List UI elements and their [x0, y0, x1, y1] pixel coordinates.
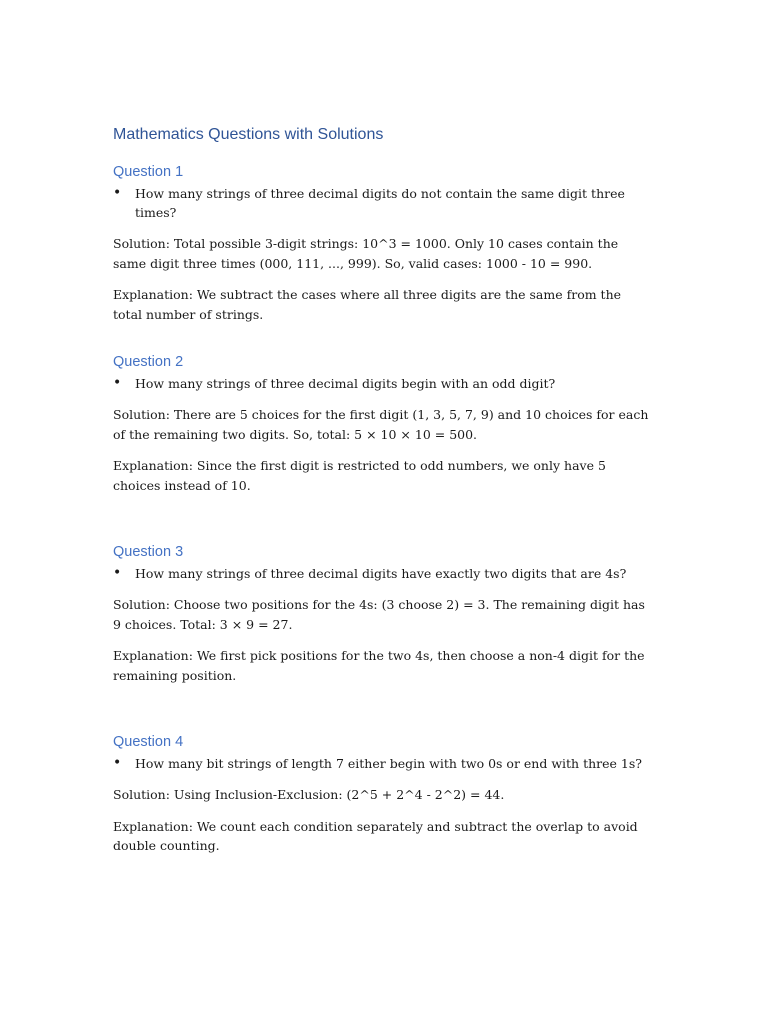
- bullet-icon: •: [113, 755, 122, 771]
- bullet-icon: •: [113, 375, 122, 391]
- solution-text: Solution: Choose two positions for the 4s: (3 choose 2) = 3. The remaining digit has 9 choices. Total: 3 × 9 = 27.: [113, 597, 645, 632]
- question-bullet: [113, 754, 653, 773]
- explanation-text: Explanation: We first pick positions for the two 4s, then choose a non-4 digit for the remaining position.: [113, 648, 645, 683]
- question-text: How many strings of three decimal digits do not contain the same digit three times?: [135, 186, 625, 220]
- question-heading: Question 4: [113, 734, 184, 750]
- document-page: [113, 124, 653, 853]
- document-title: Mathematics Questions with Solutions: [113, 126, 384, 143]
- bullet-icon: •: [113, 565, 122, 581]
- question-section-1: [113, 162, 653, 336]
- question-heading: Question 2: [113, 354, 184, 370]
- question-text: How many strings of three decimal digits begin with an odd digit?: [135, 376, 556, 391]
- solution-text: Solution: Total possible 3-digit strings: 10^3 = 1000. Only 10 cases contain the same digit three times (000, 111, ..., 999). So, valid cases: 1000 - 10 = 990.: [113, 236, 619, 271]
- question-text: How many bit strings of length 7 either begin with two 0s or end with three 1s?: [135, 756, 642, 771]
- question-heading: Question 1: [113, 164, 184, 180]
- question-bullet: [113, 564, 653, 583]
- question-heading: Question 3: [113, 544, 184, 560]
- question-section-2: [113, 352, 653, 507]
- explanation-text: Explanation: We subtract the cases where all three digits are the same from the total number of strings.: [113, 287, 622, 322]
- question-bullet: [113, 184, 653, 222]
- question-text: How many strings of three decimal digits have exactly two digits that are 4s?: [135, 566, 627, 581]
- question-bullet: [113, 374, 653, 393]
- solution-text: Solution: Using Inclusion-Exclusion: (2^5 + 2^4 - 2^2) = 44.: [113, 787, 505, 802]
- explanation-text: Explanation: Since the first digit is restricted to odd numbers, we only have 5 choices instead of 10.: [113, 458, 606, 493]
- question-section-3: [113, 542, 653, 697]
- solution-text: Solution: There are 5 choices for the first digit (1, 3, 5, 7, 9) and 10 choices for each of the remaining two digits. So, total: 5 × 10 × 10 = 500.: [113, 407, 649, 442]
- question-section-4: [113, 732, 653, 868]
- bullet-icon: •: [113, 185, 122, 201]
- explanation-text: Explanation: We count each condition separately and subtract the overlap to avoid double counting.: [113, 818, 638, 853]
